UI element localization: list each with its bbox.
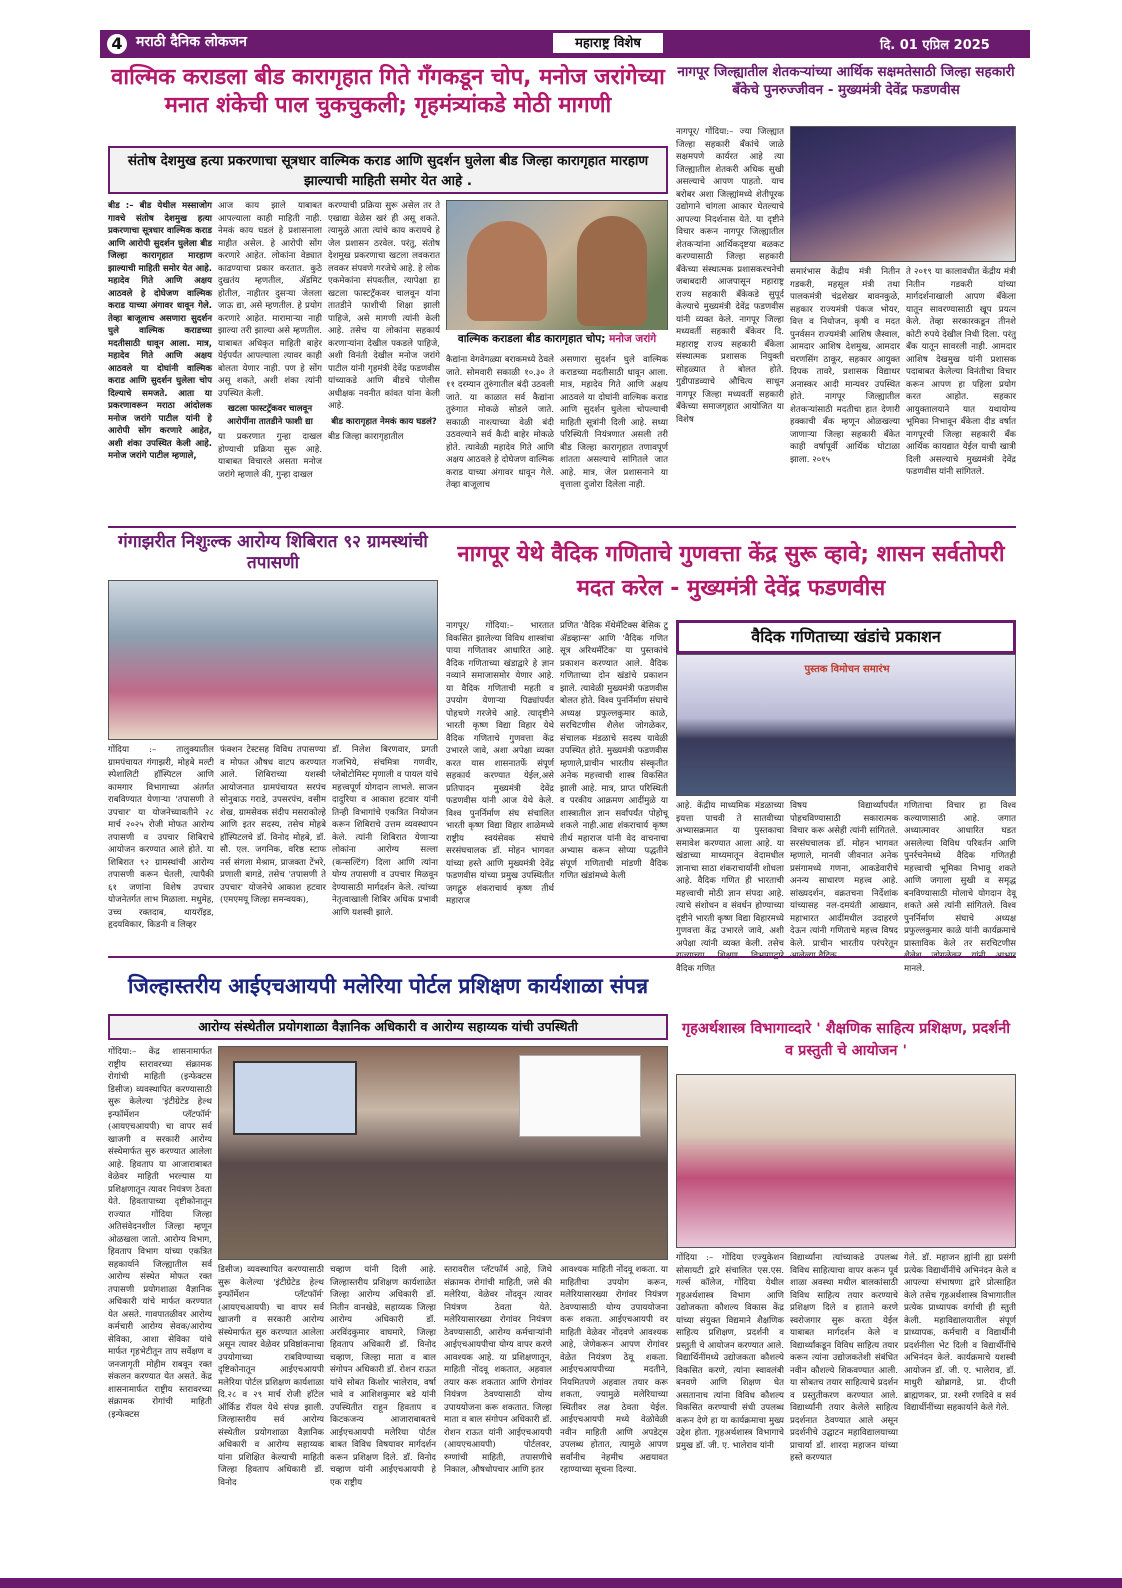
article2-col1: नागपूर/ गोंदिया:– ज्या जिल्ह्यात जिल्हा सहकारी बँकांचे जाळे सक्षमपणे कार्यरत आहे त्या जिल्ह्यातील शेतकरी अधिक सुखी असल्याचे आपण पाहतो. याच बरोबर अशा जिल्ह्यांमध्ये शेतीपूरक उद्योगाने चांगला आकार घेतल्याचे आपल्या निदर्शनास येते. या दृष्टीने विचार करून नागपूर जिल्ह्यातील शेतकऱ्यांना आर्थिकदृष्टया बळकट करण्यासाठी जिल्हा सहकारी बँकेच्या संस्थात्मक प्रशासकरचनेची जबाबदारी आजपासून महाराष्ट्र राज्य सहकारी बँकेकडे सुपूर्द केल्याचे मुख्यमंत्री देवेंद्र फडणवीस यांनी व्यक्त केले. नागपूर जिल्हा मध्यवर्ती सहकारी बँकेवर दि. महाराष्ट्र राज्य सहकारी बँकेला संस्थात्मक प्रशासक नियुक्ती सोहळ्यात ते बोलत होते. गुडीपाडव्याचे औचित्य साधून नागपूर जिल्हा मध्यवर्ती सहकारी बँकेच्या समाजगृहात आयोजित या विशेष (676, 127, 784, 425)
footer-bar (0, 1578, 1122, 1588)
article3-col2: फंक्शन टेस्टसह विविध तपासण्या व मोफत औषध वाटप करण्यात आले. शिबिराच्या यशस्वी आयोजनात ग्रामपंचायत सरपंच सोनुबाऊ गराडे, उपसरपंच, वसीम शेख, ग्रामसेवक संदीप मसराकोल्हे आणि इतर सदस्य, तसेच मोहबे हॉस्पिटलचे डॉ. विनोद मोहबे, डॉ. सौ. एल. जगनिक, वरिष्ठ स्टाफ नर्स संगला मेश्राम, प्राजक्ता टेंभरे, प्रणाली बागडे, तसेच 'तपासणी ते उपचार' योजनेचे आकाश हटवार (एमएमयू जिल्हा समन्वयक), (220, 745, 326, 905)
article5-col1: गोंदिया:– केंद्र शासनामार्फत राष्ट्रीय स्तरावरच्या संक्रामक रोगांची माहिती (इन्फेक्टस डिसीज) व्यवस्थापित करण्यासाठी सुरू केलेल्या 'इंटीग्रेटेड हेल्थ इन्फॉर्मेशन प्लॅटफॉर्म' (आयएचआयपी) चा वापर सर्व खाजगी व सरकारी आरोग्य संस्थेमार्फत सुरु करण्यात आलेला आहे. हिवताप या आजाराबाबत वेळेवर माहिती भरल्यास या प्रशिक्षणातून त्यावर नियंत्रण ठेवता येते. हिवतापाच्या दृष्टीकोनातून राज्यात गोंदिया जिल्हा अतिसंवेदनशील जिल्हा म्हणून ओळखला जातो. आरोग्य विभाग, हिवताप विभाग यांच्या एकत्रित सहकार्याने जिल्ह्यातील सर्व आरोग्य संस्थेत मोफत रक्त तपासणी प्रयोगशाळा वैज्ञानिक अधिकारी यांचे मार्फत करण्यात येत असते. गावपातळीवर आरोग्य कर्मचारी आरोग्य सेवक/आरोग्य सेविका, आशा सेविका यांचे मार्फत गृहभेटीतून ताप सर्वेक्षण व जनजागृती मोहीम राबवून रक्त संकलन करण्यात येत असते. केंद्र शासनामार्फत राष्ट्रीय स्तरावरच्या संक्रामक रोगांची माहिती (इन्फेक्टस (108, 1047, 212, 1420)
article1-col3-heading: बीड कारागृहात नेमकं काय घडलं? (331, 416, 437, 427)
section-label: महाराष्ट्र विशेष (552, 32, 664, 54)
paper-name: मराठी दैनिक लोकजन (136, 34, 247, 50)
article1-col5: असणारा सुदर्शन घुले वाल्मिक कराडच्या मदतीसाठी धावून आला. मात्र, महादेव गिते आणि अक्षय आठवले या दोघांनी वाल्मिक कराड आणि सुदर्शन घुलेला चोपल्याची माहिती सूत्रांनी दिली आहे. सध्या परिस्थिती नियंत्रणात असली तरी बीड जिल्हा कारागृहात तणावपूर्ण शांतता असल्याचे सांगितले जात आहे. मात्र, जेल प्रशासनाने या वृत्ताला दुजोरा दिलेला नाही. (560, 355, 668, 490)
article1-col2: आज काय झाले याबाबत आपल्याला काही माहिती नाही. नेमकं काय घडलं हे प्रशासनाला माहीत असेल. हे आरोपी सोंग करणारे आहेत. लोकांना वेड्यात काढण्याचा प्रकार करतात. कुठे दुखतंय म्हणतील, ॲडमिट होतील, नाहीतर दुसऱ्या जेलला जाऊ द्या, असे म्हणतील. हे प्रयोग करणारे आहेत. मारामाऱ्या नाही झाल्या तरी झाल्या असे म्हणतील. याबाबत अधिकृत माहिती बाहेर येईपर्यंत आपल्याला त्यावर काही बोलता येणार नाही. पण हे सोंग असू शकते, अशी शंका त्यांनी उपस्थित केली. खटला फास्टट्रॅकवर चालवून आरोपींना तातडीने फाशी द्या या प्रकरणात गुन्हा दाखल होण्याची प्रक्रिया सुरू आहे. याबाबत विचारले असता मनोज जरांगे म्हणाले की, गुन्हा दाखल (218, 201, 322, 480)
article5-col2: डिसीज) व्यवस्थापित करण्यासाठी सुरू केलेल्या 'इंटीग्रेटेड हेल्थ इन्फॉर्मेशन प्लॅटफॉर्म' (आयएचआयपी) चा वापर सर्व खाजगी व सरकारी आरोग्य संस्थेमार्फत सुरु करण्यात आलेला असून त्यावर वेळेवर प्रविष्ठांकनाचा उपयोगाच्या राबविण्याच्या दृष्टिकोनातून आईएचआयपी मलेरिया पोर्टल प्रशिक्षण कार्यशाळा दि.२८ व २९ मार्च रोजी हॉटेल ऑर्किड रॉयल येथे संपन्न झाली. जिल्हास्तरीय सर्व आरोग्य संस्थेतील प्रयोगशाळा वैज्ञानिक अधिकारी व आरोग्य सहाय्यक यांना प्रशिक्षित केल्याची माहिती जिल्हा हिवताप अधिकारी डॉ. विनोद (218, 1265, 324, 1488)
article3-headline: गंगाझरीत निशुःल्क आरोग्य शिबिरात ९२ ग्रामस्थांची तपासणी (118, 532, 428, 573)
article6-headline: गृहअर्थशास्त्र विभागाव्दारे ' शैक्षणिक साहित्य प्रशिक्षण, प्रदर्शनी व प्रस्तुती चे आयोजन ' (681, 1021, 1011, 1059)
article1-photo-caption: वाल्मिक कराडला बीड कारागृहात चोप; मनोज जरांगे (446, 330, 668, 348)
article5-col4: स्तरावरील प्लॅटफॉर्म आहे, जिथे संक्रामक रोगांची माहिती, जसे की मलेरिया, वेळेवर नोंदवून त्यावर नियंत्रण ठेवता येते. मलेरियासारख्या रोगांवर नियंत्रण ठेवण्यासाठी, आरोग्य कर्मचाऱ्यांनी आईएचआयपीचा योग्य वापर करणे आवश्यक आहे. या प्रशिक्षणातून, माहिती नोंदवू शकतात, अहवाल तयार करू शकतात आणि रोगांवर नियंत्रण ठेवण्यासाठी योग्य उपाययोजना करू शकतात. जिल्हा माता व बाल संगोपन अधिकारी डॉ. रोशन राऊत यांनी आईएचआयपी (आयएचआयपी) पोर्टलवर, रुग्णांची माहिती, तपासणीचे निकाल, औषधोपचार आणि इतर (444, 1265, 552, 1475)
article5-col5: आवश्यक माहिती नोंदवू शकता. या माहितीचा उपयोग करून, मलेरियासारख्या रोगांवर नियंत्रण ठेवण्यासाठी योग्य उपाययोजना करू शकता. आईएचआयपी वर माहिती वेळेवर नोंदवणे आवश्यक आहे, जेणेकरून आपण रोगांवर वेळेत नियंत्रण ठेवू शकता. आईएचआयपीच्या मदतीने, नियमितपणे अहवाल तयार करू शकता, ज्यामुळे मलेरियाच्या स्थितीवर लक्ष ठेवता येईल. आईएचआयपी मध्ये वेळोवेळी नवीन माहिती आणि अपडेट्स उपलब्ध होतात, त्यामुळे आपण सर्वांनीच नेहमीच अद्ययावत रहाण्याच्या सूचना दिल्या. (560, 1265, 668, 1475)
article1-col1: बीड :– बीड येथील मस्साजोग गावचे संतोष देशमुख हत्या प्रकरणाचा सूत्रधार वाल्मिक कराड आणि आरोपी सुदर्शन घुलेला बीड जिल्हा कारागृहात मारहाण झाल्याची माहिती समोर येत आहे. महादेव गिते आणि अक्षय आठवले हे दोघेजण वाल्मिक कराड याच्या अंगावर धावून गेले. तेव्हा बाजूलाच असणारा सुदर्शन घुले वाल्मिक कराडच्या मदतीसाठी धावून आला. मात्र, महादेव गिते आणि अक्षय आठवले या दोघांनी वाल्मिक कराड आणि सुदर्शन घुलेला चोप दिल्याचे समजते. आता या प्रकरणावरून मराठा आंदोलक मनोज जरांगे पाटील यांनी हे आरोपी सोंग करणारे आहेत, अशी शंका उपस्थित केली आहे. मनोज जरांगे पाटील म्हणाले, (108, 201, 212, 461)
article2-col2: समारंभास केंद्रीय मंत्री नितीन गडकरी, महसूल मंत्री तथा पालकमंत्री चंद्रशेखर बावनकुळे, सहकार राज्यमंत्री पंकज भोयर, वित्त व नियोजन, कृषी व मदत पुनर्वसन राज्यमंत्री आशिष जैस्वाल, आमदार आशिष देशमुख, आमदार चरणसिंग ठाकूर, सहकार आयुक्त दिपक तावरे, प्रशासक विद्याधर अनास्कर आदी मान्यवर उपस्थित होते. नागपूर जिल्ह्यातील शेतकऱ्यांसाठी मदतीचा हात देणारी हक्काची बँक म्हणून ओळखल्या जाणाऱ्या जिल्हा सहकारी बँकेत काही वर्षापूर्वी आर्थिक घोटाळा झाला. २०१५ (790, 267, 900, 465)
issue-date: दि. 01 एप्रिल 2025 (880, 38, 990, 53)
article5-headline: जिल्हास्तरीय आईएचआयपी मलेरिया पोर्टल प्रशिक्षण कार्यशाळा संपन्न (127, 974, 649, 998)
article6-col1: गोंदिया :– गोंदिया एज्युकेशन सोसायटी द्वारे संचालित एस.एस. गर्ल्स कॉलेज, गोंदिया येथील गृहअर्थशास्त्र विभाग आणि उद्योजकता कौशल्य विकास केंद्र यांच्या संयुक्त विद्यमाने शैक्षणिक साहित्य प्रशिक्षण, प्रदर्शनी व प्रस्तुती चे आयोजन करण्यात आले. विद्यार्थिनींमध्ये उद्योजकता कौशल्ये विकसित करणे, त्यांना स्वावलंबी बनवणे आणि शिक्षण घेत असतानाच त्यांना विविध कौशल्य विकसित करण्याची संधी उपलब्ध करून देणे हा या कार्यक्रमाचा मुख्य उद्देश होता. गृहअर्थशास्त्र विभागाचे प्रमुख डॉ. जी. ए. भालेराव यांनी (676, 1253, 784, 1451)
divider-1 (108, 526, 1016, 528)
article6-col3: गेले. डॉ. महाजन ह्यांनी ह्या प्रसंगी प्रत्येक विद्यार्थीनींचे अभिनंदन केले व आपल्या संभाषणा द्वारे प्रोत्साहित केले तसेच गृहअर्थशास्त्र विभागातील प्रत्येक प्राध्यापक वर्गाची ही स्तुती केली. महाविद्यालयातील संपूर्ण प्राध्यापक, कर्मचारी व विद्यार्थीनी प्रदर्शनीला भेट दिली व विद्यार्थीनींचे अभिनंदन केले. कार्यक्रमाचे यशस्वी आयोजन डॉ. जी. ए. भालेराव, डॉ. माधुरी खोब्रागडे, प्रा. दीप्ती ब्राह्मणकर, प्रा. रश्मी रणदिवे व सर्व विद्यार्थीनींच्या सहकार्याने केले गेले. (904, 1253, 1016, 1413)
article3-photo (108, 580, 438, 740)
article4-col3: आहे. केंद्रीय माध्यमिक मंडळाच्या इयत्ता पाचवी ते सातवीच्या अभ्यासक्रमात या पुस्तकाचा समावेश करण्यात आला आहे. या खंडाच्या माध्यमातून वेदामधील ज्ञानाचा साठा शंकराचार्यांनी शोधला आहे. वैदिक गणित ही भारताची महत्त्वाची मोठी ज्ञान संपदा आहे. त्याचे संशोधन व संवर्धन होण्याच्या दृष्टीने भारती कृष्ण विद्या विहारमध्ये गुणवत्ता केंद्र उभारले जावे, अशी अपेक्षा त्यांनी व्यक्त केली. तसेच वैदिक गणित (676, 801, 784, 974)
article4-col5: गणिताचा विचार हा विश्व कल्याणासाठी आहे. जगात अध्यात्मावर आधारित घडत असलेल्या विविध परिवर्तन आणि पुनर्रचनेमध्ये वैदिक गणितही महत्त्वाची भूमिका निभावू शकते आणि जगाला सुखी व समृद्ध बनविण्यासाठी मोलाचे योगदान देवू शकते असे त्यांनी सांगितले. विश्व पुनर्निर्माण संघाचे अध्यक्ष प्रफुल्लकुमार काळे यांनी कार्यक्रमाचे प्रास्ताविक केले तर सरचिटणीस मानले. (904, 801, 1016, 974)
article4-headline: नागपूर येथे वैदिक गणिताचे गुणवत्ता केंद्र सुरू व्हावे; शासन सर्वतोपरी मदत करेल - मुख्यमंत्री देवेंद्र फडणवीस (457, 542, 1005, 601)
article6-col2: विद्यार्थ्यांना त्यांच्याकडे उपलब्ध विविध साहित्याचा वापर करून पूर्व शाळा अवस्था मधील बालकांसाठी विविध साहित्य तयार करण्याचे प्रशिक्षण दिले व हाताने करणे स्वरोजगार सुरू करता येईल याबाबत मार्गदर्शन केले व विद्यार्थ्यांकडून विविध साहित्य तयार करून त्यांना उद्योजकतेशी संबंधित नवीन कौशल्ये शिकवण्यात आली. या सोबतच तयार साहित्याचे प्रदर्शन व प्रस्तुतीकरण करण्यात आले. विद्यार्थ्यांनी तयार केलेले साहित्य प्रदर्शनात ठेवण्यात आले असून प्रदर्शनीचे उद्घाटन महाविद्यालयाच्या प्राचार्या डॉ. शारदा महाजन यांच्या हस्ते करण्यात (790, 1253, 898, 1463)
article2-headline: नागपूर जिल्ह्यातील शेतकऱ्यांच्या आर्थिक सक्षमतेसाठी जिल्हा सहकारी बँकेचे पुनरुज्जीवन - मुख्यमंत्री देवेंद्र फडणवीस (677, 64, 1015, 98)
article4-stage-banner: पुस्तक विमोचन समारंभ (804, 664, 890, 675)
article5-photo (218, 1046, 668, 1260)
article4-col4: विषय विद्यार्थ्यांपर्यंत पोहचविण्यासाठी सकारात्मक विचार करू असेही त्यांनी सांगितले. सरसंघचालक डॉ. मोहन भागवत म्हणाले, मानवी जीवनात अनेक प्रसंगामध्ये गणना, आकडेवारीचे अनन्य साधारण महत्त्व आहे. सांख्यदर्शन, वक्रतचना निर्देशांक यांच्यासह नल-दमयंती आख्यान, महाभारत आदींमधील उदाहरणे देऊन त्यांनी गणिताचे महत्त्व विषद केले. प्राचीन भारतीय परंपरेतून (790, 801, 898, 949)
article4-photo-title: वैदिक गणिताच्या खंडांचे प्रकाशन (676, 620, 1016, 654)
article2-col3: ते २०१९ या कालावधीत केंद्रीय मंत्री नितीन गडकरी यांच्या मार्गदर्शनाखाली आपण बँकेला यातून सावरण्यासाठी खूप प्रयत्न केले. तेव्हा सरकारकडून तीनशे कोटी रुपये देखील निधी दिला. परंतु बँक यातून सावरली नाही. आमदार आशिष देखमुख यांनी प्रशासक पदाबाबत केलेल्या विनंतीचा विचार करून आपण हा पहिला प्रयोग करत आहोत. सहकार आयुक्तालयाने यात यथायोग्य भूमिका निभावून बँकेला दीड वर्षात नागपूरची जिल्हा सहकारी बँक आर्थिक कायद्यात येईल याची खात्री दिली असल्याचे मुख्यमंत्री देवेंद्र फडणवीस यांनी सांगितले. (906, 267, 1016, 477)
divider-2 (108, 956, 1016, 958)
article1-col4: कैद्यांना वेगवेगळ्या बराकमध्ये ठेवले जाते. सोमवारी सकाळी १०.३० ते ११ दरम्यान तुरुंगातील बंदी उठवली जाते. या काळात सर्व कैद्यांना तुरुंगात मोकळे सोडले जाते. सकाळी नाश्त्याच्या वेळी बंदी उठवल्याने सर्व कैदी बाहेर मोकळे होते. त्यावेळी महादेव गिते आणि अक्षय आठवले हे दोघेजण वाल्मिक कराड याच्या अंगावर धावून गेले. तेव्हा बाजूलाच (446, 355, 554, 490)
article5-subhead: आरोग्य संस्थेतील प्रयोगशाळा वैज्ञानिक अधिकारी व आरोग्य सहाय्यक यांची उपस्थिती (108, 1014, 668, 1040)
article1-subhead: संतोष देशमुख हत्या प्रकरणाचा सूत्रधार वाल्मिक कराड आणि सुदर्शन घुलेला बीड जिल्हा कारागृहात मारहाण झाल्याची माहिती समोर येत आहे . (108, 146, 668, 194)
article5-col3: चव्हाण यांनी दिली आहे. जिल्हास्तरीय प्रशिक्षण कार्यशाळेत जिल्हा आरोग्य अधिकारी डॉ. नितीन वानखेडे, सहाय्यक जिल्हा आरोग्य अधिकारी डॉ. अरविंदकुमार वाघमारे, जिल्हा हिवताप अधिकारी डॉ. विनोद चव्हाण, जिल्हा माता व बाल संगोपन अधिकारी डॉ. रोशन राऊत यांचे सोबत किशोर भालेराव, वर्षा भावे व आशिशकुमार बडे यांनी उपस्थितीत राहून हिवताप व किटकजन्य आजाराबाबतचे आईएचआयपी मलेरिया पोर्टल बाबत विविध विषयावर मार्गदर्शन करून प्रशिक्षण दिले. डॉ. विनोद चव्हाण यांनी आईएचआयपी हे एक राष्ट्रीय (330, 1265, 436, 1488)
article1-photo (446, 200, 668, 348)
article6-photo (676, 1074, 1016, 1248)
article1-headline: वाल्मिक कराडला बीड कारागृहात गिते गँगकडून चोप, मनोज जरांगेच्या मनात शंकेची पाल चुकचुकली; गृहमंत्र्यांकडे मोठी मागणी (111, 65, 665, 118)
article3-col1: गोंदिया :– तालुक्यातील ग्रामपंचायत गंगाझरी, मोहबे मल्टी स्पेशालिटी हॉस्पिटल आणि कामगार विभागाच्या अंतर्गत राबविण्यात येणाऱ्या 'तपासणी ते उपचार' या योजनेच्यावतीने २८ मार्च २०२५ रोजी मोफत आरोग्य तपासणी व उपचार शिबिराचे आयोजन करण्यात आले होते. या शिबिरात ९२ ग्रामस्थांची आरोग्य तपासणी करून घेतली, त्यापैकी ६१ जणांना विशेष उपचार योजनेतर्गत लाभ मिळाला. मधुमेह, उच्च रक्तदाब, थायरॉइड, हृदयविकार, किडनी व लिव्हर (108, 745, 214, 930)
page-number: 4 (104, 31, 130, 57)
article4-col1: नागपूर/ गोंदिया:– भारतात विकसित झालेल्या विविध शास्त्रांचा पाया गणितावर आधारित आहे. वैदिक गणिताच्या खंडाद्वारे हे ज्ञान नव्याने समाजासमोर येणार आहे. या वैदिक गणिताची महती व उपयोग येणाऱ्या पिढ्यांपर्यंत पोहचणे गरजेचे आहे. त्यादृष्टीने भारती कृष्ण विद्या विहार येथे वैदिक गणिताचे गुणवत्ता केंद्र उभारले जावे, अशा अपेक्षा व्यक्त करत यास शासनातर्फे संपूर्ण सहकार्य करण्यात येईल,असे प्रतिपादन मुख्यमंत्री देवेंद्र फडणवीस यांनी आज येथे केले. विश्व पुनर्निर्माण संघ संचालित भारती कृष्ण विद्या विहार शाळेमध्ये राष्ट्रीय स्वयंसेवक संघाचे सरसंघचालक डॉ. मोहन भागवत यांच्या हस्ते आणि मुख्यमंत्री देवेंद्र फडणवीस यांच्या प्रमुख उपस्थितीत जगद्गुरु शंकराचार्य कृष्ण तीर्थ महाराज (446, 621, 554, 906)
article1-col2-heading: खटला फास्टट्रॅकवर चालवून आरोपींना तातडीने फाशी द्या (227, 404, 313, 427)
article2-photo (790, 126, 1016, 262)
article4-col2: प्रणित 'वैदिक मॅथेमॅटिक्स बेसिक टु ॲडव्हान्स' आणि 'वैदिक गणित सूत्र अरिथमॅटिक' या पुस्तकांचे प्रकाशन करण्यात आले. वैदिक गणिताच्या दोन खंडांचे प्रकाशन झाले. त्यावेळी मुख्यमंत्री फडणवीस बोलत होते. विश्व पुनर्निर्माण संघाचे अध्यक्ष प्रफुल्लकुमार काळे, सरचिटणीस शैलेश जोगळेकर, संचालक मंडळाचे सदस्य यावेळी उपस्थित होते. मुख्यमंत्री फडणवीस म्हणाले,प्राचीन भारतीय संस्कृतीत अनेक महत्त्वाची शास्त्र विकसित झाली आहे. मात्र, प्राप्त परिस्थिती व परकीय आक्रमण आदींमुळे या शास्त्रातील ज्ञान सर्वांपर्यंत पोहोचू शकले नाही.आद्य शंकराचार्य कृष्ण तीर्थ महाराज यांनी वेद वाचनाचा अभ्यास करून सोप्या पद्धतीने संपूर्ण गणिताची मांडणी वैदिक गणित खंडांमध्ये केली (560, 621, 668, 881)
article1-col3: करण्याची प्रक्रिया सुरू असेल तर ते एखाद्या वेळेस खरं ही असू शकते. त्यामुळे आता त्यांचे काय करायचे हे जेल प्रशासन ठरवेल. परंतु, संतोष देशमुख प्रकरणाचा खटला लवकरात लवकर संपवणे गरजेचे आहे. हे लोक एकमेकांना संपवतील, त्यापेक्षा हा खटला फास्टट्रॅकवर चालवून यांना तातडीने फाशीची शिक्षा झाली पाहिजे, असे मागणी त्यांनी केली आहे. तसेच या लोकांना सहकार्य करणाऱ्यांना देखील पकडले पाहिजे, अशी विनंती देखील मनोज जरांगे पाटील यांनी गृहमंत्री देवेंद्र फडणवीस यांच्याकडे आणि बीडचे पोलीस अधीक्षक नवनीत कांवत यांना केली आहे. बीड कारागृहात नेमकं काय घडलं? बीड जिल्हा कारागृहातील (328, 201, 440, 442)
article4-photo (676, 654, 1016, 796)
article3-col3: डॉ. निलेश बिरणवार, प्रगती गजभिये, संचमित्रा गणवीर, प्लेबोटोमिस्ट मृणाली व पायल यांचे महत्त्वपूर्ण योगदान लाभले. साजन दादुरिया व आकाश हटवार यांनी तिन्ही विभागांचे एकत्रित नियोजन करून शिबिराचे उत्तम व्यवस्थापन केले. त्यांनी शिबिरात येणाऱ्या लोकांना आरोग्य सल्ला (कन्सल्टिंग) दिला आणि त्यांना योग्य तपासणी व उपचार मिळवून देण्यासाठी मार्गदर्शन केले. त्यांच्या नेतृत्वाखाली शिबिर अधिक प्रभावी आणि यशस्वी झाले. (332, 745, 438, 918)
